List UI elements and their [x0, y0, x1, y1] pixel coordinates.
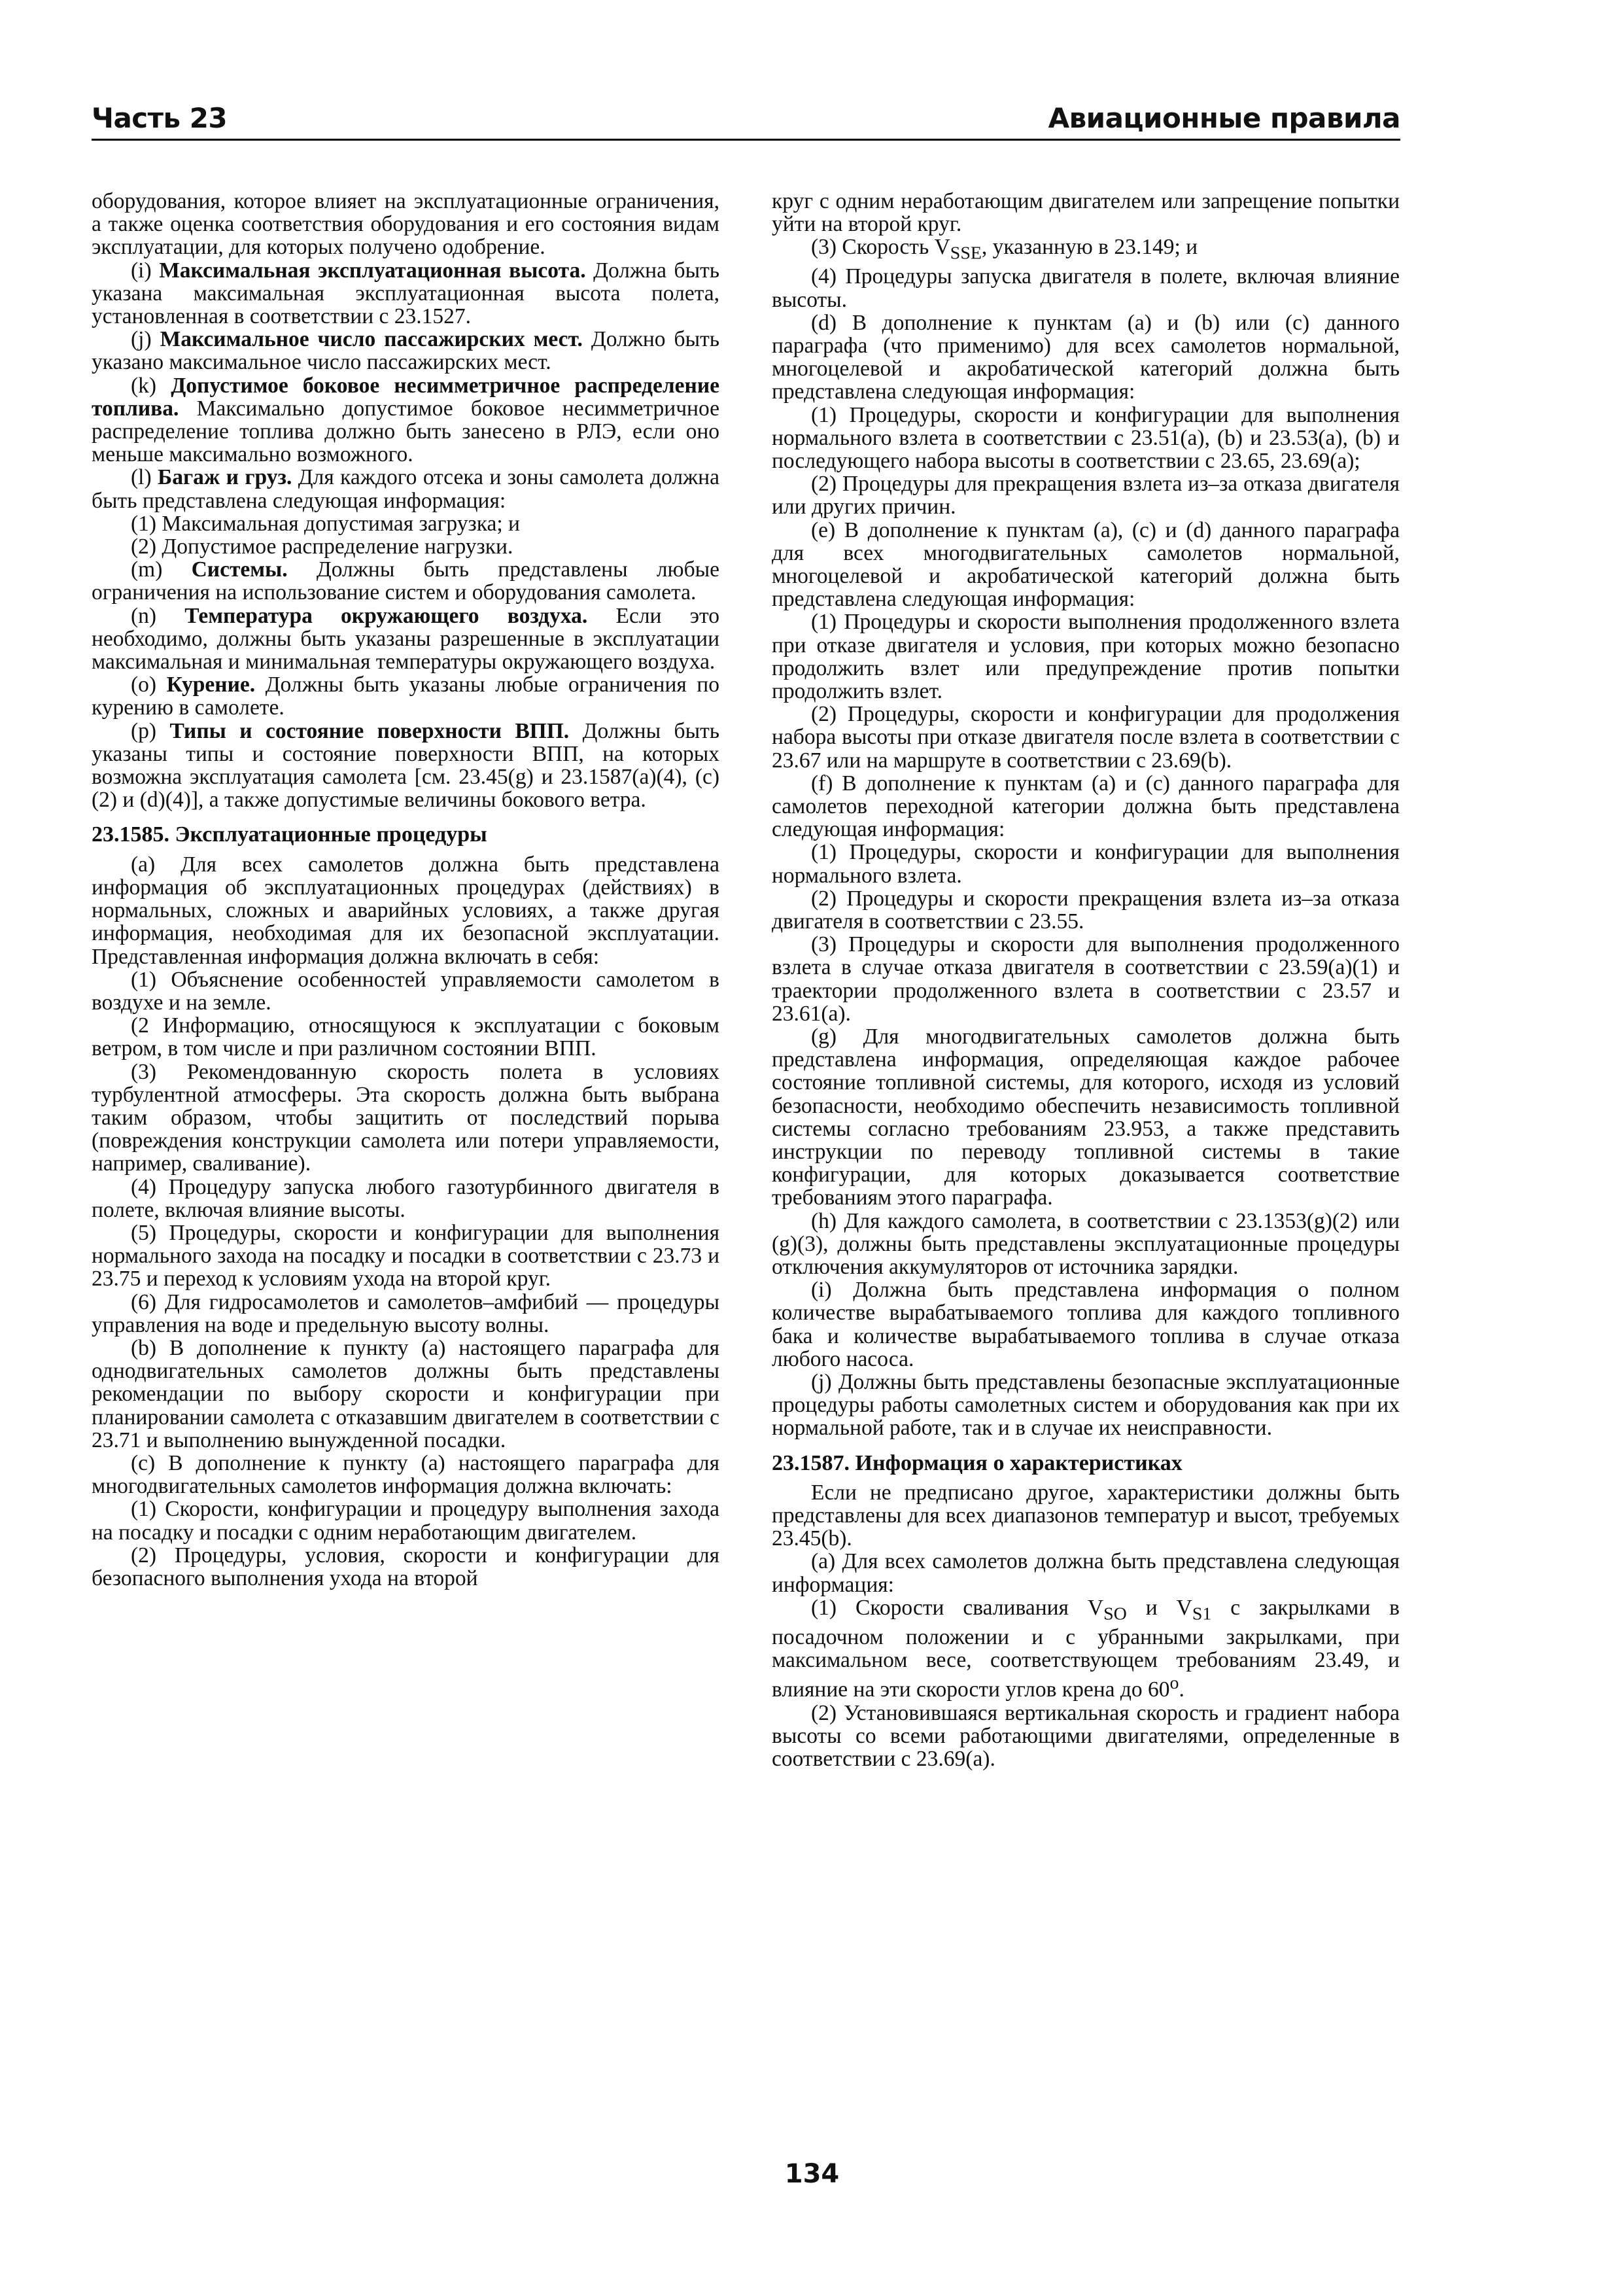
paragraph-text: и V [1126, 1595, 1192, 1620]
paragraph-text: (p) [131, 718, 170, 743]
paragraph [92, 720, 719, 812]
paragraph-text: (a) Для всех самолетов должна быть представлена информация об эксплуатационных процедурах (действиях) в нормальных, сложных и аварийных условиях, а также другая информация, необходимая для их безопасной эксплуатации. Представленная информация должна включать в себя: [92, 852, 719, 969]
paragraph [92, 968, 719, 1014]
paragraph-heading: Максимальное число пассажирских мест. [160, 327, 583, 352]
paragraph [772, 887, 1400, 933]
paragraph [92, 1337, 719, 1452]
paragraph [92, 1498, 719, 1543]
paragraph-text: (5) Процедуры, скорости и конфигурации для выполнения нормального захода на посадку и посадки в соответствии с 23.73 и 23.75 и переход к условиям ухода на второй круг. [92, 1220, 719, 1291]
page-number: 134 [784, 2159, 840, 2189]
paragraph [92, 558, 719, 604]
paragraph-text: (1) Процедуры и скорости выполнения продолженного взлета при отказе двигателя и условия, при которых можно безопасно продолжить взлет или предупреждение против попытки продолжить взлет. [772, 610, 1400, 703]
paragraph [772, 190, 1400, 236]
running-header-part: Часть 23 [92, 102, 228, 134]
paragraph [772, 1278, 1400, 1371]
paragraph-text: Должны быть представлены любые ограничения на использование систем и оборудования самолета. [92, 557, 719, 605]
paragraph-text: SSE [950, 243, 982, 264]
paragraph-text: (3) Процедуры и скорости для выполнения продолженного взлета в случае отказа двигателя в соответствии с 23.59(a)(1) и траектории продолженного взлета в соответствии с 23.57 и 23.61(a). [772, 932, 1400, 1026]
paragraph-text: (g) Для многодвигательных самолетов должна быть представлена информация, определяющая каждое рабочее состояние топливной системы, для которого, исходя из условий безопасности, необходимо обеспечить независимость топливной системы согласно требованиям 23.953, а также представить инструкции по переводу топливной системы в такие конфигурации, для которых доказывается соответствие требованиям этого параграфа. [772, 1025, 1400, 1210]
paragraph-text: (e) В дополнение к пунктам (a), (c) и (d) данного параграфа для всех многодвигательных самолетов нормальной, многоцелевой и акробатической категорий должна быть представлена следующая информация: [772, 517, 1400, 612]
paragraph-heading: Максимальная эксплуатационная высота. [159, 258, 586, 283]
paragraph [772, 472, 1400, 518]
paragraph-text: (i) [131, 258, 160, 283]
section-heading: 23.1587. Информация о характеристиках [772, 1450, 1183, 1475]
paragraph-text: (k) [131, 373, 171, 398]
paragraph-text: (2 Информацию, относящуюся к эксплуатации с боковым ветром, в том числе и при различном состоянии ВПП. [92, 1013, 719, 1061]
paragraph-text: S1 [1192, 1603, 1212, 1624]
paragraph-text: (2) Процедуры, условия, скорости и конфигурации для безопасного выполнения ухода на второй [92, 1543, 719, 1590]
paragraph-text: (o) [131, 673, 167, 697]
paragraph [92, 1544, 719, 1590]
paragraph [92, 1452, 719, 1498]
paragraph-text: (1) Максимальная допустимая загрузка; и [131, 511, 520, 536]
paragraph-text: (2) Процедуры и скорости прекращения взлета из–за отказа двигателя в соответствии с 23.55. [772, 886, 1400, 934]
paragraph-text: Если не предписано другое, характеристики должны быть представлены для всех диапазонов температур и высот, требуемых 23.45(b). [772, 1480, 1400, 1551]
paragraph-text: (c) В дополнение к пункту (a) настоящего параграфа для многодвигательных самолетов информация должна включать: [92, 1450, 719, 1499]
paragraph-text: (h) Для каждого самолета, в соответствии с 23.1353(g)(2) или (g)(3), должны быть представлены эксплуатационные процедуры отключения аккумуляторов от источника зарядки. [772, 1208, 1400, 1280]
paragraph-heading: Системы. [191, 557, 288, 582]
paragraph-text: (2) Установившаяся вертикальная скорость и градиент набора высоты со всеми работающими двигателями, определенные в соответствии с 23.69(a). [772, 1700, 1400, 1771]
paragraph-text: (4) Процедуру запуска любого газотурбинного двигателя в полете, включая влияние высоты. [92, 1174, 719, 1222]
paragraph-heading: Курение. [166, 673, 256, 697]
paragraph-text: оборудования, которое влияет на эксплуатационные ограничения, а также оценка соответствия оборудования и его состояния видам эксплуатации, для которых получено одобрение. [92, 189, 719, 260]
paragraph [92, 604, 719, 674]
paragraph [92, 1014, 719, 1060]
paragraph [772, 236, 1400, 265]
running-header-title: Авиационные правила [1048, 102, 1400, 134]
paragraph [772, 933, 1400, 1025]
paragraph-heading: Допустимое боковое несимметричное распределение топлива. [92, 373, 719, 421]
paragraph [92, 853, 719, 968]
paragraph-text: o [1169, 1673, 1179, 1694]
paragraph-text: . [1179, 1677, 1184, 1702]
paragraph-text: (1) Объяснение особенностей управляемости самолетом в воздухе и на земле. [92, 967, 719, 1015]
paragraph-text: (4) Процедуры запуска двигателя в полете, включая влияние высоты. [772, 264, 1400, 312]
paragraph [92, 190, 719, 259]
paragraph [772, 1550, 1400, 1596]
paragraph [92, 466, 719, 512]
paragraph-text: (n) [131, 603, 185, 628]
paragraph-text: (3) Рекомендованную скорость полета в условиях турбулентной атмосферы. Эта скорость должна быть выбрана таким образом, чтобы защитить от последствий порыва (повреждения конструкции самолета или потери управляемости, например, сваливание). [92, 1059, 719, 1176]
paragraph [92, 512, 719, 535]
paragraph [772, 1596, 1400, 1702]
paragraph-text: (1) Скорости, конфигурации и процедуру выполнения захода на посадку и посадки с одним неработающим двигателем. [92, 1497, 719, 1545]
paragraph-text: (d) В дополнение к пунктам (a) и (b) или (c) данного параграфа (что применимо) для всех самолетов нормальной, многоцелевой и акробатической категорий должна быть представлена следующая информация: [772, 310, 1400, 404]
paragraph-text: Должно быть указано максимальное число пассажирских мест. [92, 327, 719, 375]
paragraph-text: (6) Для гидросамолетов и самолетов–амфибий — процедуры управления на воде и предельную высоту волны. [92, 1289, 719, 1337]
paragraph [772, 1210, 1400, 1279]
paragraph-text: (f) В дополнение к пунктам (a) и (c) данного параграфа для самолетов переходной категории должна быть представлена следующая информация: [772, 771, 1400, 842]
paragraph [92, 535, 719, 558]
paragraph-text: (j) Должны быть представлены безопасные эксплуатационные процедуры работы самолетных систем и оборудования как при их нормальной работе, так и в случае их неисправности. [772, 1370, 1400, 1441]
paragraph [772, 404, 1400, 473]
paragraph [772, 703, 1400, 772]
paragraph [772, 519, 1400, 611]
paragraph-text: Должна быть указана максимальная эксплуатационная высота полета, установленная в соответствии с 23.1527. [92, 258, 719, 329]
paragraph-heading: Багаж и груз. [158, 465, 292, 490]
left-column [92, 190, 719, 1590]
paragraph [92, 1221, 719, 1291]
paragraph [92, 1291, 719, 1337]
paragraph-heading: Температура окружающего воздуха. [184, 603, 588, 628]
paragraph-text: (2) Процедуры для прекращения взлета из–за отказа двигателя или других причин. [772, 472, 1400, 519]
paragraph-text: (2) Процедуры, скорости и конфигурации для продолжения набора высоты при отказе двигателя после взлета в соответствии с 23.67 или на маршруте в соответствии с 23.69(b). [772, 702, 1400, 773]
paragraph-text: (j) [131, 327, 160, 352]
paragraph-text: (2) Допустимое распределение нагрузки. [131, 534, 513, 559]
paragraph-text: (l) [131, 465, 158, 490]
paragraph-text: Должны быть указаны типы и состояние поверхности ВПП, на которых возможна эксплуатация самолета [см. 23.45(g) и 23.1587(a)(4), (c)(2) и (d)(4)], а также допустимые величины бокового ветра. [92, 718, 719, 813]
paragraph [92, 673, 719, 719]
paragraph-text: , указанную в 23.149; и [981, 235, 1198, 260]
paragraph-text: (b) В дополнение к пункту (a) настоящего параграфа для однодвигательных самолетов должны быть представлены рекомендации по выбору скорости и конфигурации при планировании самолета с отказавшим двигателем в соответствии с 23.71 и выполнению вынужденной посадки. [92, 1335, 719, 1452]
paragraph [92, 1176, 719, 1221]
paragraph-text: (1) Процедуры, скорости и конфигурации для выполнения нормального взлета в соответствии с 23.51(a), (b) и 23.53(a), (b) и последующего набора высоты в соответствии с 23.65, 23.69(a); [772, 402, 1400, 473]
paragraph-text: (m) [131, 557, 192, 582]
paragraph-heading: Типы и состояние поверхности ВПП. [169, 718, 570, 743]
paragraph-text: (i) Должна быть представлена информация о полном количестве вырабатываемого топлива для каждого топливного бака и количестве вырабатываемого топлива в случае отказа любого насоса. [772, 1278, 1400, 1371]
paragraph [772, 1702, 1400, 1771]
paragraph [772, 610, 1400, 703]
paragraph [772, 841, 1400, 886]
paragraph-text: (1) Скорости сваливания V [811, 1595, 1104, 1620]
paragraph-text: (a) Для всех самолетов должна быть представлена следующая информация: [772, 1549, 1400, 1597]
paragraph [772, 1371, 1400, 1440]
paragraph-text: Должны быть указаны любые ограничения по курению в самолете. [92, 673, 719, 720]
paragraph [92, 259, 719, 328]
paragraph [92, 374, 719, 466]
paragraph [772, 772, 1400, 841]
paragraph-text: с закрылками в посадочном положении и с убранными закрылками, при максимальном весе, соответствующем требованиям 23.49, и влияние на эти скорости углов крена до 60 [772, 1595, 1400, 1702]
header-rule [92, 139, 1400, 141]
paragraph-text: круг с одним неработающим двигателем или запрещение попытки уйти на второй круг. [772, 189, 1400, 237]
right-column [772, 190, 1400, 1770]
paragraph [772, 1481, 1400, 1550]
section-heading: 23.1585. Эксплуатационные процедуры [92, 822, 487, 847]
paragraph-text: Максимально допустимое боковое несимметричное распределение топлива должно быть занесено в РЛЭ, если оно меньше максимально возможного. [92, 396, 719, 467]
paragraph-text: (3) Скорость V [811, 235, 950, 260]
paragraph-text: SO [1103, 1603, 1127, 1624]
paragraph [772, 1025, 1400, 1210]
paragraph-text: (1) Процедуры, скорости и конфигурации для выполнения нормального взлета. [772, 840, 1400, 888]
paragraph-text: Если это необходимо, должны быть указаны разрешенные в эксплуатации максимальная и минимальная температуры окружающего воздуха. [92, 603, 720, 674]
paragraph [92, 328, 719, 374]
paragraph [92, 1060, 719, 1176]
paragraph [772, 265, 1400, 311]
paragraph [772, 311, 1400, 404]
paragraph-text: Для каждого отсека и зоны самолета должна быть представлена следующая информация: [92, 465, 719, 513]
